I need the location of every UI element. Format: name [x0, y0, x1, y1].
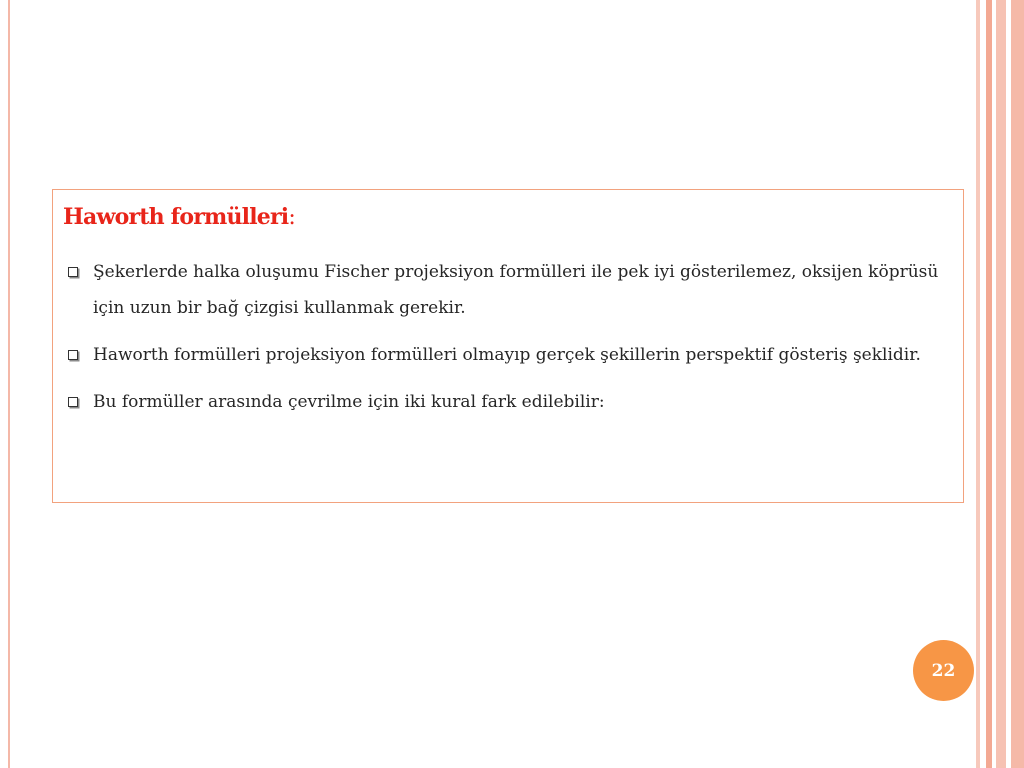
right-decor-stripe — [1011, 0, 1024, 768]
bullet-item — [65, 337, 945, 373]
bullet-list — [65, 254, 945, 431]
bullet-text: Şekerlerde halka oluşumu Fischer projeksiyon formülleri ile pek iyi gösterilemez, oksijen köprüsü için uzun bir bağ çizgisi kullanmak gerekir. — [93, 262, 939, 318]
slide-title — [63, 204, 295, 230]
left-border-line — [8, 0, 10, 768]
bullet-text: Haworth formülleri projeksiyon formülleri olmayıp gerçek şekillerin perspektif gösteriş şeklidir. — [93, 345, 921, 365]
bullet-item — [65, 384, 945, 420]
page-number: 22 — [931, 660, 956, 681]
right-decor-stripe — [976, 0, 980, 768]
bullet-text: Bu formüller arasında çevrilme için iki kural fark edilebilir: — [93, 392, 605, 412]
square-bullet-icon — [68, 397, 78, 407]
page-number-badge — [913, 640, 974, 701]
content-box — [52, 189, 964, 503]
bullet-item — [65, 254, 945, 326]
square-bullet-icon — [68, 267, 78, 277]
slide-title-text: Haworth formülleri — [63, 204, 289, 230]
right-decor-stripe — [986, 0, 992, 768]
right-decor-stripe — [996, 0, 1006, 768]
square-bullet-icon — [68, 350, 78, 360]
slide-title-colon: : — [288, 205, 295, 230]
